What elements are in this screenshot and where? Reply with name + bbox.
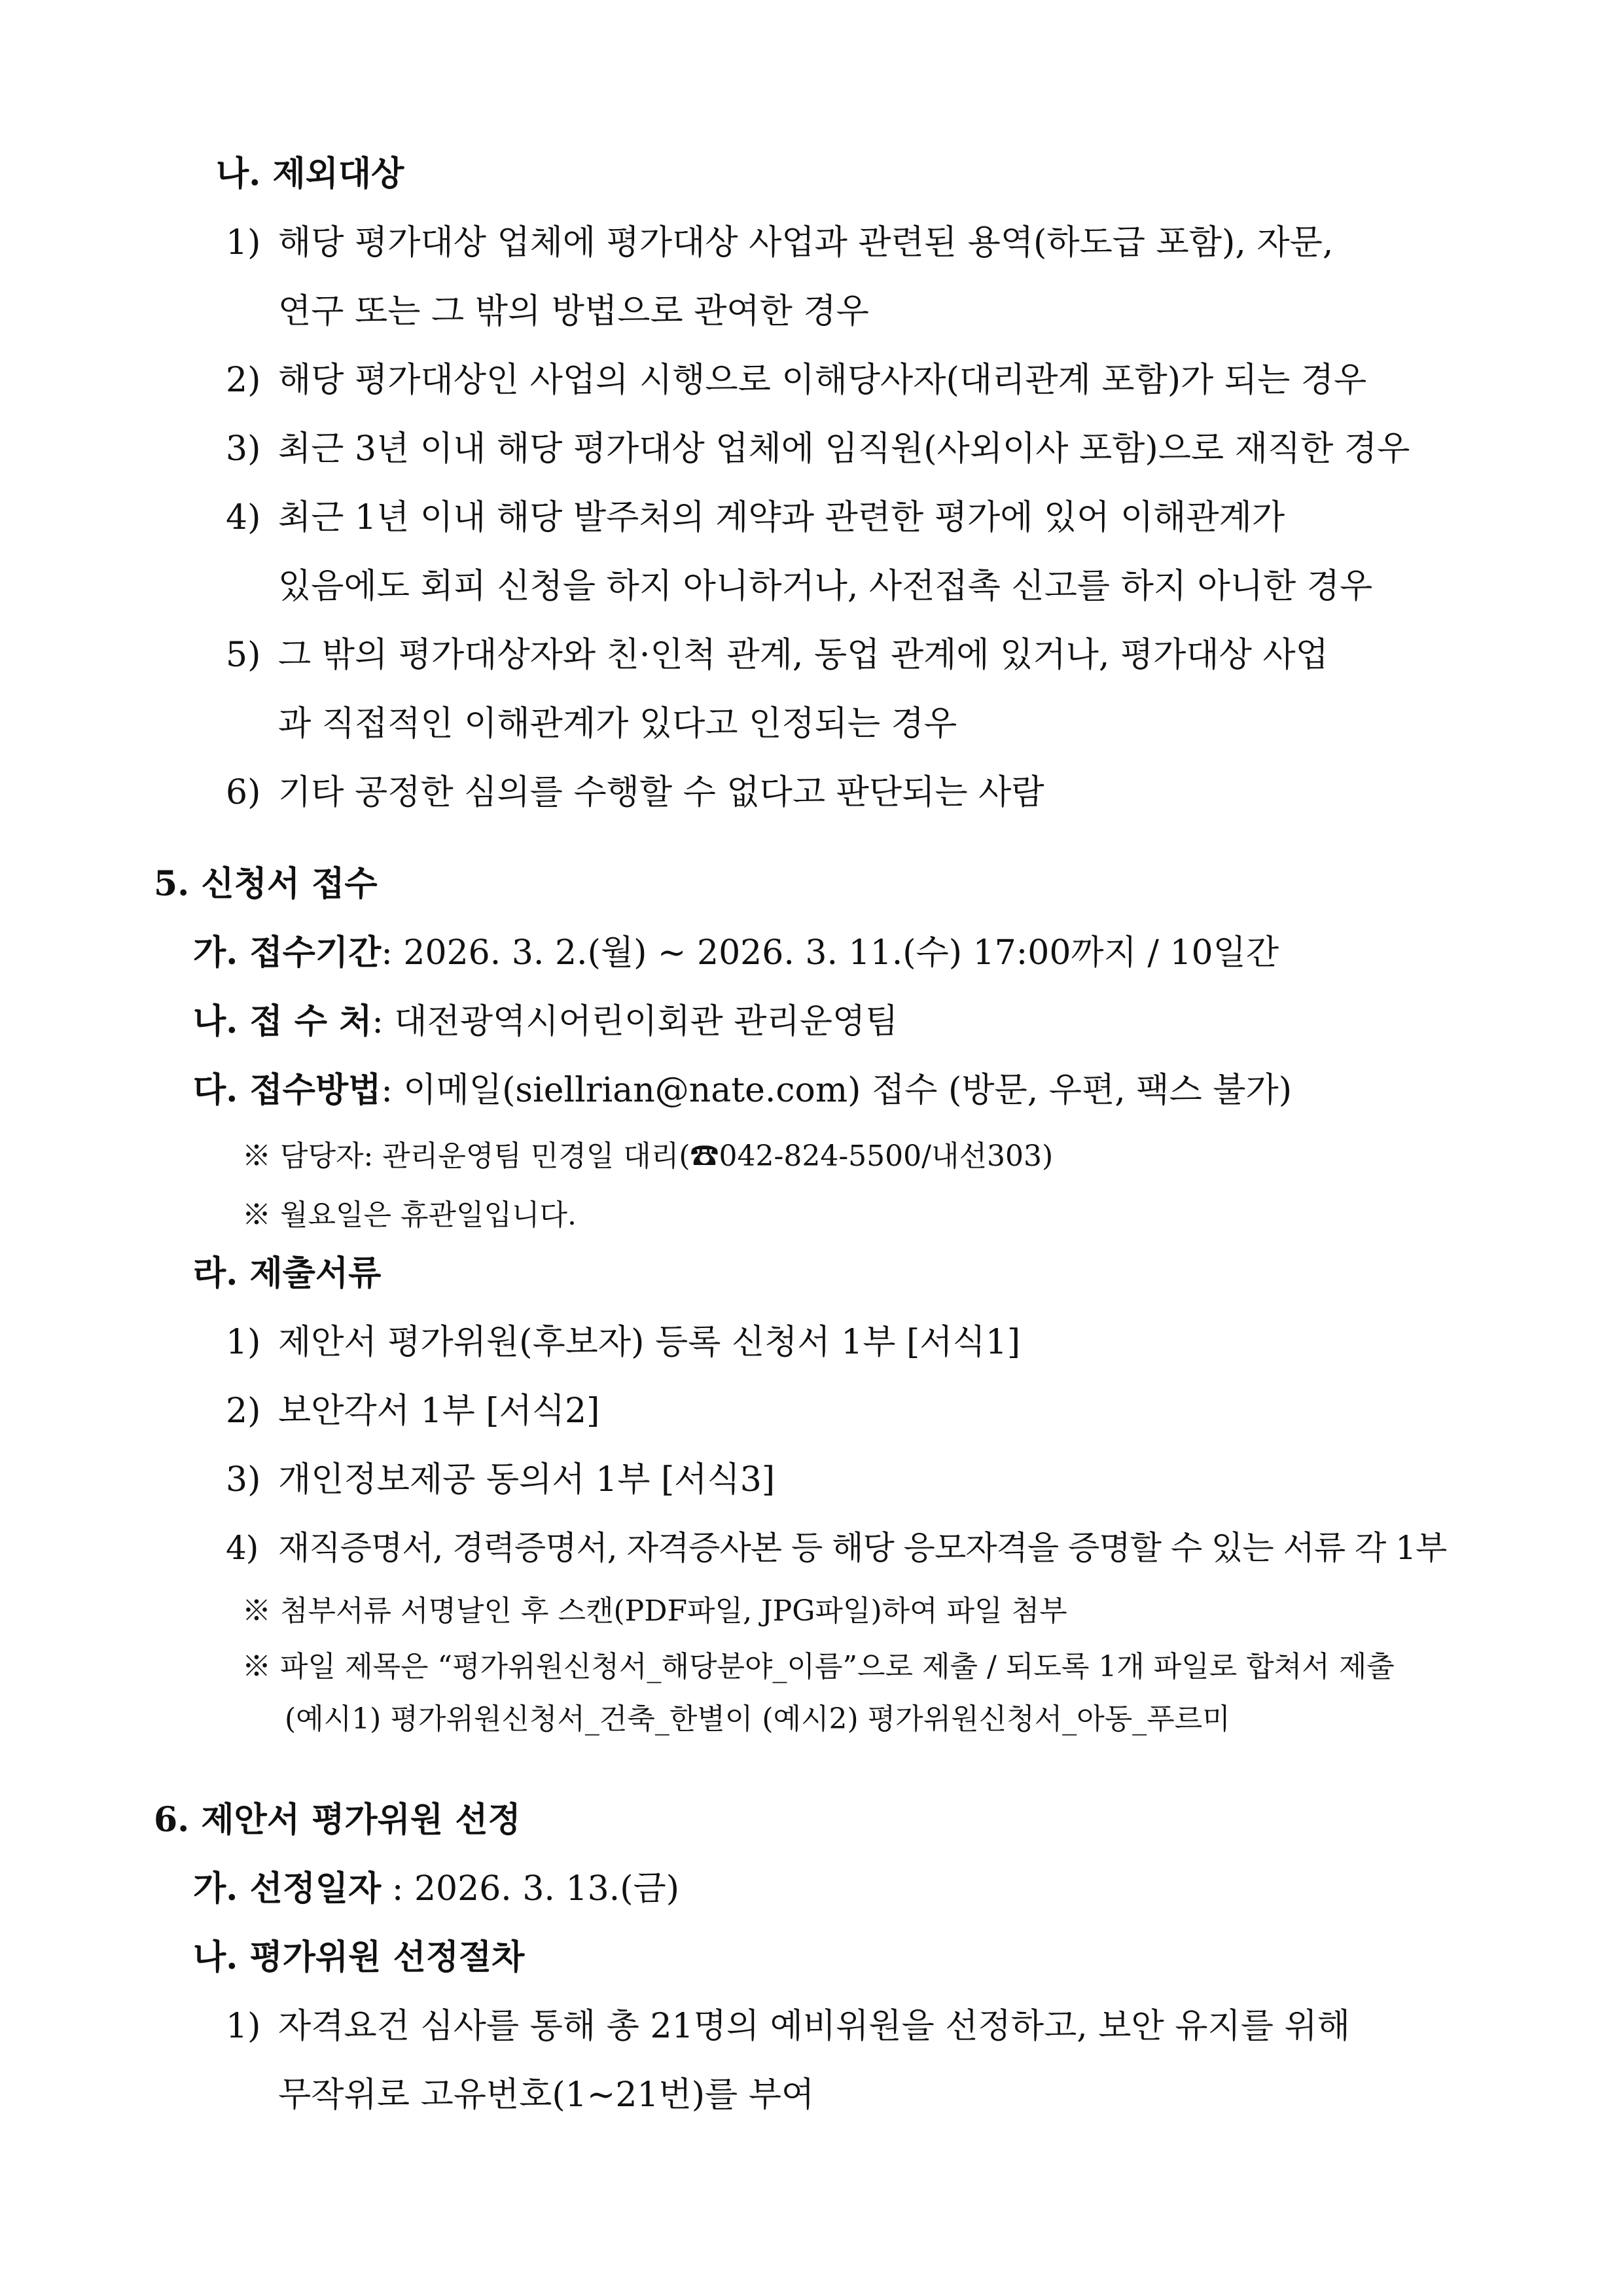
application-method-value: : 이메일(siellrian@nate.com) 접수 (방문, 우편, 팩스 불가) bbox=[381, 1071, 1293, 1110]
item-text: 보안각서 1부 [서식2] bbox=[278, 1391, 600, 1431]
exclusion-item-4-line2: 있음에도 회피 신청을 하지 아니하거나, 사전접촉 신고를 하지 아니한 경우 bbox=[278, 567, 1373, 606]
application-place-label: 나. 접 수 처 bbox=[193, 1001, 372, 1041]
item-number: 3) bbox=[226, 1460, 261, 1499]
note-file-title: ※ 파일 제목은 “평가위원신청서_해당분야_이름”으로 제출 / 되도록 1개 파일로 합쳐서 제출 bbox=[242, 1650, 1395, 1683]
application-place-value: : 대전광역시어린이회관 관리운영팀 bbox=[372, 1002, 899, 1041]
item-text: 해당 평가대상 업체에 평가대상 사업과 관련된 용역(하도급 포함), 자문, bbox=[278, 223, 1334, 262]
procedure-item-1-line2: 무작위로 고유번호(1~21번)를 부여 bbox=[278, 2075, 815, 2115]
item-text: 최근 3년 이내 해당 평가대상 업체에 임직원(사외이사 포함)으로 재직한 경우 bbox=[278, 429, 1410, 469]
section-6-title: 6. 제안서 평가위원 선정 bbox=[154, 1800, 521, 1840]
application-period-value: : 2026. 3. 2.(월) ~ 2026. 3. 11.(수) 17:00까지 / 10일간 bbox=[381, 933, 1279, 973]
item-text: 자격요건 심사를 통해 총 21명의 예비위원을 선정하고, 보안 유지를 위해 bbox=[278, 2007, 1350, 2046]
doc-item-4 bbox=[226, 1529, 1447, 1567]
application-method-label: 다. 접수방법 bbox=[193, 1070, 382, 1110]
item-text: 최근 1년 이내 해당 발주처의 계약과 관련한 평가에 있어 이해관계가 bbox=[278, 498, 1285, 537]
application-period-label: 가. 접수기간 bbox=[193, 933, 382, 973]
exclusion-item-5-line2: 과 직접적인 이해관계가 있다고 인정되는 경우 bbox=[278, 704, 957, 744]
section-5-title: 5. 신청서 접수 bbox=[154, 864, 378, 904]
exclusion-item-1-line2: 연구 또는 그 밖의 방법으로 관여한 경우 bbox=[278, 292, 869, 331]
item-text: 개인정보제공 동의서 1부 [서식3] bbox=[278, 1460, 776, 1499]
item-number: 1) bbox=[226, 223, 261, 262]
item-number: 3) bbox=[226, 429, 261, 469]
note-file-examples: (예시1) 평가위원신청서_건축_한별이 (예시2) 평가위원신청서_아동_푸르미 bbox=[285, 1702, 1230, 1736]
item-number: 2) bbox=[226, 1391, 261, 1431]
selection-date bbox=[193, 1869, 679, 1909]
exclusion-item-1-line1 bbox=[226, 223, 1469, 262]
application-place bbox=[193, 1001, 899, 1041]
exclusion-item-3 bbox=[226, 429, 1410, 469]
doc-item-2 bbox=[226, 1391, 600, 1431]
exclusion-item-5-line1 bbox=[226, 636, 1329, 675]
item-number: 2) bbox=[226, 361, 261, 400]
selection-procedure-title: 나. 평가위원 선정절차 bbox=[193, 1937, 525, 1977]
item-number: 1) bbox=[226, 1323, 261, 1362]
exclusion-item-4-line1 bbox=[226, 498, 1285, 537]
exclusion-item-2 bbox=[226, 361, 1367, 400]
item-number: 1) bbox=[226, 2007, 261, 2046]
item-number: 4) bbox=[226, 498, 261, 537]
item-text: 해당 평가대상인 사업의 시행으로 이해당사자(대리관계 포함)가 되는 경우 bbox=[278, 361, 1367, 400]
item-number: 5) bbox=[226, 636, 261, 675]
exclusion-item-6 bbox=[226, 773, 1044, 812]
application-method bbox=[193, 1070, 1293, 1110]
submission-docs-title: 라. 제출서류 bbox=[193, 1253, 382, 1293]
doc-item-3 bbox=[226, 1460, 776, 1499]
item-number: 4) bbox=[226, 1529, 259, 1567]
item-text: 재직증명서, 경력증명서, 자격증사본 등 해당 응모자격을 증명할 수 있는 서류 각 1부 bbox=[278, 1529, 1447, 1567]
item-text: 그 밖의 평가대상자와 친·인척 관계, 동업 관계에 있거나, 평가대상 사업 bbox=[278, 636, 1329, 675]
selection-date-label: 가. 선정일자 bbox=[193, 1869, 382, 1909]
note-monday-closed: ※ 월요일은 휴관일입니다. bbox=[242, 1198, 577, 1232]
doc-item-1 bbox=[226, 1323, 1021, 1362]
note-attachment-scan: ※ 첨부서류 서명날인 후 스캔(PDF파일, JPG파일)하여 파일 첨부 bbox=[242, 1594, 1067, 1628]
item-text: 제안서 평가위원(후보자) 등록 신청서 1부 [서식1] bbox=[278, 1323, 1021, 1362]
item-text: 기타 공정한 심의를 수행할 수 없다고 판단되는 사람 bbox=[278, 773, 1044, 812]
procedure-item-1-line1 bbox=[226, 2007, 1350, 2046]
item-number: 6) bbox=[226, 773, 261, 812]
application-period bbox=[193, 933, 1279, 973]
section-na-exclusion-title: 나. 제외대상 bbox=[216, 154, 404, 194]
selection-date-value: : 2026. 3. 13.(금) bbox=[381, 1869, 679, 1909]
note-contact: ※ 담당자: 관리운영팀 민경일 대리(☎042-824-5500/내선303) bbox=[242, 1139, 1054, 1173]
